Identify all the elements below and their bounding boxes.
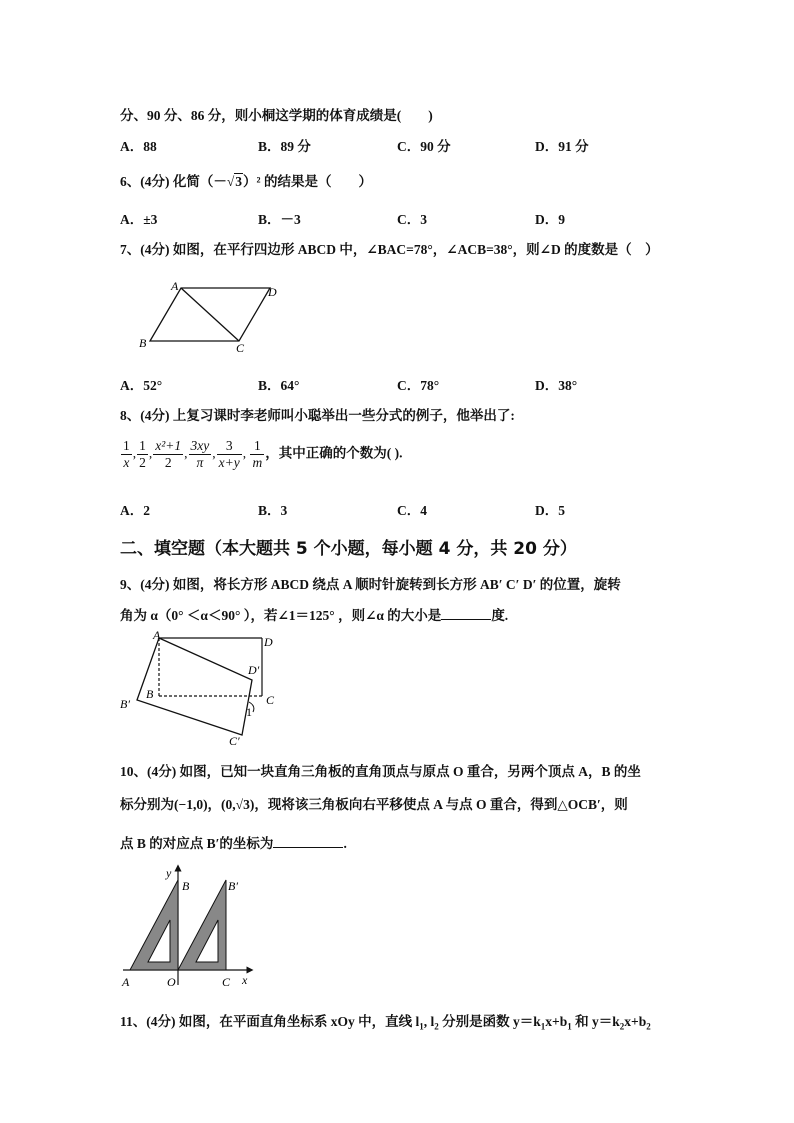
fraction-3: $\frac{\text{x²+1}}{2}$ — [155, 438, 182, 470]
label-angle-1: 1 — [246, 705, 252, 719]
label-a: A — [122, 975, 130, 989]
label-a: A — [153, 628, 161, 642]
q6-option-a: A．±3 — [120, 212, 158, 227]
label-b-prime: B′ — [120, 697, 130, 711]
q5-option-d: D．91 分 — [535, 139, 589, 154]
fraction-4: $\frac{3xy}{\pi}$ — [190, 438, 210, 470]
label-b: B — [139, 336, 147, 350]
label-c: C — [266, 693, 275, 707]
q8-option-c: C．4 — [397, 503, 427, 518]
fraction-6: $\frac{1}{m}$ — [252, 438, 263, 470]
label-c: C — [222, 975, 231, 989]
q7-option-d: D．38° — [535, 378, 578, 393]
label-b: B — [146, 687, 154, 701]
q8-option-b: B．3 — [258, 503, 288, 518]
q8-option-a: A．2 — [120, 503, 150, 518]
label-o: O — [167, 975, 176, 989]
q10-line-2: 标分别为(−1,0)，(0,√3)，现将该三角板向右平移使点 A 与点 O 重合，得到△OCB′，则 — [120, 797, 628, 812]
q6-radicand: 3 — [235, 174, 243, 189]
rotated-rectangle — [137, 638, 252, 735]
q10-line-3: 点 B 的对应点 B′的坐标为 . — [120, 836, 347, 851]
fraction-2: $\frac{1}{2}$ — [139, 438, 146, 470]
q7-option-c: C．78° — [397, 378, 440, 393]
q8-tail: ，其中正确的个数为( ). — [265, 445, 403, 461]
q7-option-a: A．52° — [120, 378, 163, 393]
label-d: D — [264, 635, 273, 649]
label-x: x — [242, 973, 248, 987]
label-b: B — [182, 879, 190, 893]
diagonal-ac — [181, 288, 239, 341]
section-title: 二、填空题（本大题共 5 个小题，每小题 4 分，共 20 分） — [120, 539, 577, 559]
q9-rectangle-figure — [115, 628, 285, 750]
label-c-prime: C′ — [229, 734, 240, 748]
q5-option-a: A．88 — [120, 139, 157, 154]
q10-line-1: 10、(4分) 如图，已知一块直角三角板的直角顶点与原点 O 重合，另两个顶点 A，B 的坐 — [120, 764, 641, 779]
label-y: y — [166, 866, 172, 880]
q6-stem: 6、(4分) 化简（－√3）² 的结果是（ ） — [120, 174, 372, 189]
q9-line-2: 角为 α（0° ＜α＜90° ），若∠1＝125° ，则∠α 的大小是 度. — [120, 608, 509, 623]
q5-option-b: B．89 分 — [258, 139, 311, 154]
q6-option-b: B．－3 — [258, 212, 301, 227]
q7-stem: 7、(4分) 如图，在平行四边形 ABCD 中，∠BAC=78°，∠ACB=38°，则∠D 的度数是（ ） — [120, 242, 659, 257]
q10-answer-blank — [273, 835, 343, 848]
q6-suffix: ）² 的结果是（ ） — [243, 174, 372, 189]
label-d: D — [268, 285, 277, 299]
label-d-prime: D′ — [248, 663, 260, 677]
q8-option-d: D．5 — [535, 503, 565, 518]
fraction-1: $\frac{1}{x}$ — [123, 438, 130, 470]
fraction-5: $\frac{3}{x+y}$ — [218, 438, 240, 470]
q9-answer-blank — [441, 607, 491, 620]
label-b-prime: B′ — [228, 879, 238, 893]
q8-fraction-list: $\frac{1}{x}$ , $\frac{1}{2}$ , $\frac{\text{x²+1}}{2}$ , $\frac{3xy}{\pi}$ , $\frac{3}{x+y}$ , $\frac{1}{m}$ ，其中正确的个数为( ). — [123, 438, 403, 470]
set-square-translated — [178, 880, 226, 970]
label-c: C — [236, 341, 245, 355]
q7-option-b: B．64° — [258, 378, 300, 393]
label-a: A — [171, 279, 179, 293]
q8-stem: 8、(4分) 上复习课时李老师叫小聪举出一些分式的例子，他举出了: — [120, 408, 515, 423]
q6-prefix: 6、(4分) 化简（－ — [120, 174, 227, 189]
q6-option-d: D．9 — [535, 212, 565, 227]
set-square-original — [130, 880, 178, 970]
q5-option-c: C．90 分 — [397, 139, 451, 154]
q5-line: 分、90 分、86 分，则小桐这学期的体育成绩是( ) — [120, 108, 433, 123]
q6-option-c: C．3 — [397, 212, 427, 227]
q9-line-1: 9、(4分) 如图，将长方形 ABCD 绕点 A 顺时针旋转到长方形 AB′ C′ D′ 的位置，旋转 — [120, 577, 621, 592]
q7-parallelogram-figure — [135, 278, 285, 356]
q10-triangle-figure — [118, 860, 258, 995]
q11-line-1: 11、(4分) 如图，在平面直角坐标系 xOy 中，直线 $l_1$, $l_2$ 分别是函数 $y=k_1x+b_1$ 和 $y=k_2x+b_2$ — [120, 1014, 651, 1032]
